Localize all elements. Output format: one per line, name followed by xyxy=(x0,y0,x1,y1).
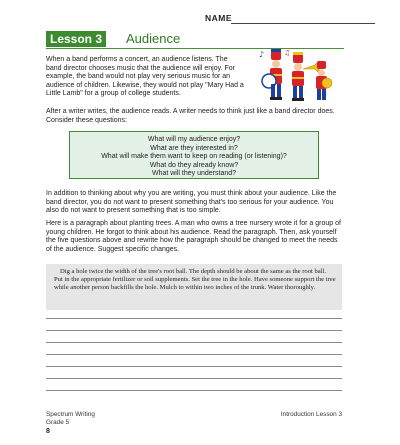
question-item: What will make them want to keep on reading (or listening)? xyxy=(101,153,287,161)
name-label: NAME xyxy=(205,13,233,23)
svg-text:♪: ♪ xyxy=(259,50,265,59)
questions-box xyxy=(69,131,319,179)
intro-paragraph: When a band performs a concert, an audience listens. The band director chooses music that the audience will enjoy. For example, the band would not play very serious music for an audience of children. Likewise, they would not play "Mary Had a Little Lamb" for a group of college students. xyxy=(46,56,244,98)
lesson-title: Audience xyxy=(126,31,181,46)
question-item: What will they understand? xyxy=(151,170,237,178)
writing-line[interactable] xyxy=(46,330,342,331)
tree-passage-text: Dig a hole twice the width of the tree's root ball. The depth should be about the same as the root ball. Put in the appropriate fertilizer or soil supplements. Set the tree in the hole. Have someone support the tree while another person backfills the hole. Mulch to within two inches of the trunk. Water thoroughly. xyxy=(54,268,336,292)
question-item: What are they interested in? xyxy=(150,144,238,152)
footer-section: Introduction Lesson 3 xyxy=(280,411,342,418)
writing-line[interactable] xyxy=(46,318,342,319)
footer-book-title: Spectrum Writing xyxy=(46,411,95,418)
svg-text:♫: ♫ xyxy=(284,49,291,57)
page-number: 8 xyxy=(46,428,50,435)
writing-line[interactable] xyxy=(46,390,342,391)
question-item: What do they already know? xyxy=(149,161,239,169)
writing-area[interactable] xyxy=(46,310,342,402)
name-field xyxy=(205,13,375,25)
footer-book-info xyxy=(46,411,95,427)
audience-paragraph: In addition to thinking about why you are writing, you must think about your audience. Like the band director, you do not want to present something that's too serious for your audience. You also do not want to present something that is too simple. xyxy=(46,190,337,215)
writer-paragraph: After a writer writes, the audience reads. A writer needs to think just like a band director does. Consider these questions: xyxy=(46,108,335,124)
writing-line[interactable] xyxy=(46,366,342,367)
marching-band-illustration-icon xyxy=(257,47,337,107)
writing-line[interactable] xyxy=(46,342,342,343)
footer-grade: Grade 5 xyxy=(46,419,70,426)
lesson-badge: Lesson 3 xyxy=(46,31,106,47)
name-line[interactable] xyxy=(231,23,375,24)
tree-passage-box xyxy=(46,264,342,310)
writing-line[interactable] xyxy=(46,354,342,355)
instructions-paragraph: Here is a paragraph about planting trees. A man who owns a tree nursery wrote it for a group of young children. He forgot to think about his audience. Read the paragraph. Then, ask yourself the five questions above and rewrite how the paragraph should be changed to meet the needs of the audience. Suggest specific changes. xyxy=(46,220,341,253)
question-item: What will my audience enjoy? xyxy=(147,136,241,143)
writing-line[interactable] xyxy=(46,378,342,379)
